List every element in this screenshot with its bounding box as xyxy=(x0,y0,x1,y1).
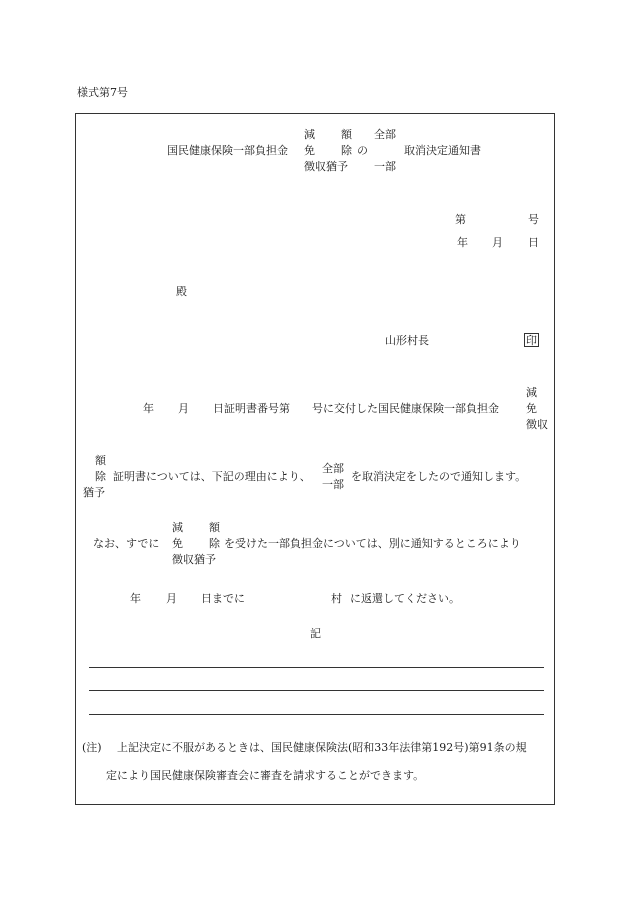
form-frame xyxy=(75,113,555,805)
body-option: 額 xyxy=(95,454,106,467)
body-option: 徴収 xyxy=(526,418,548,431)
title-prefix: 国民健康保険一部負担金 xyxy=(167,144,288,157)
reason-line xyxy=(89,690,544,691)
body-scope: 全部 xyxy=(322,462,344,475)
ki-heading: 記 xyxy=(310,627,321,640)
body-option: 除 xyxy=(209,537,220,550)
reason-line xyxy=(89,667,544,668)
body-option: 徴収猶予 xyxy=(172,553,216,566)
body-text: なお、すでに xyxy=(93,537,160,550)
title-option: 減 xyxy=(304,128,315,141)
body-option: 免 xyxy=(526,402,537,415)
body-text: を受けた一部負担金については、別に通知するところにより xyxy=(224,537,521,550)
form-number: 様式第7号 xyxy=(77,86,128,99)
note-text: 定により国民健康保険審査会に審査を請求することができます。 xyxy=(106,769,425,782)
issue-month: 月 xyxy=(178,402,189,415)
title-suffix: 取消決定通知書 xyxy=(404,144,481,157)
issue-year: 年 xyxy=(143,402,154,415)
body-text: 日までに xyxy=(201,592,245,605)
date-year: 年 xyxy=(457,236,468,249)
body-text: 日証明書番号第 号に交付した国民健康保険一部負担金 xyxy=(213,402,499,415)
date-month: 月 xyxy=(492,236,503,249)
issuer-name: 山形村長 xyxy=(385,334,429,347)
number-dai: 第 xyxy=(455,213,466,226)
village-label: 村 xyxy=(331,592,342,605)
body-option: 額 xyxy=(209,521,220,534)
note-text: 上記決定に不服があるときは、国民健康保険法(昭和33年法律第192号)第91条の規 xyxy=(117,741,527,754)
title-scope: 全部 xyxy=(374,128,396,141)
addressee-suffix: 殿 xyxy=(176,285,187,298)
body-text: 証明書については、下記の理由により、 xyxy=(113,470,311,483)
note-label: (注) xyxy=(82,741,102,754)
title-option: 除 xyxy=(341,144,352,157)
body-option: 減 xyxy=(172,521,183,534)
return-year: 年 xyxy=(130,592,141,605)
title-no: の xyxy=(357,144,368,157)
reason-line xyxy=(89,714,544,715)
seal-mark: 印 xyxy=(526,334,537,347)
title-option: 徴収猶予 xyxy=(304,160,348,173)
body-scope: 一部 xyxy=(322,478,344,491)
return-month: 月 xyxy=(166,592,177,605)
title-option: 免 xyxy=(304,144,315,157)
date-day: 日 xyxy=(528,236,539,249)
body-option: 除 xyxy=(95,470,106,483)
body-text: を取消決定をしたので通知します。 xyxy=(351,470,527,483)
number-go: 号 xyxy=(528,213,539,226)
body-option: 猶予 xyxy=(83,486,105,499)
body-option: 減 xyxy=(526,386,537,399)
body-option: 免 xyxy=(172,537,183,550)
title-option: 額 xyxy=(341,128,352,141)
title-scope: 一部 xyxy=(374,160,396,173)
body-text: に返還してください。 xyxy=(350,592,460,605)
